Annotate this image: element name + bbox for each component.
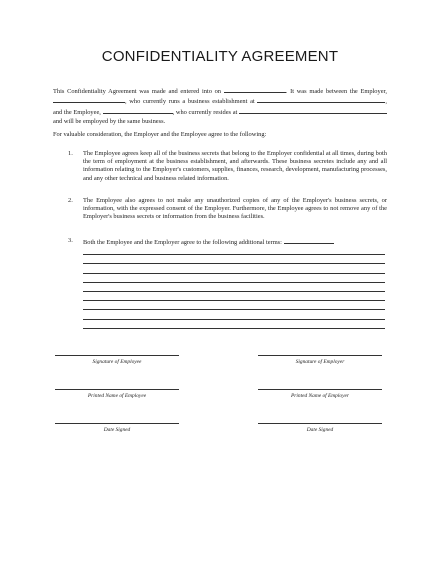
intro-text-3: , who currently runs a business establishment at: [125, 98, 255, 106]
business-address-blank: [257, 96, 385, 103]
blank-line: [83, 301, 385, 310]
signature-line: [55, 389, 179, 390]
signature-line: [258, 423, 382, 424]
intro-text-4: , and the Employee,: [53, 98, 387, 116]
signature-line: [55, 355, 179, 356]
intro-text-5: , who currently resides at: [172, 108, 238, 116]
consideration-text: For valuable consideration, the Employer and the Employee agree to the following:: [53, 131, 267, 138]
intro-text-2: . It was made between the Employer,: [285, 88, 387, 95]
employee-signature-caption: Signature of Employee: [92, 359, 142, 365]
blank-line: [83, 320, 385, 329]
intro-paragraph: [53, 86, 387, 127]
clause-number: 3.: [68, 237, 73, 244]
blank-line: [83, 255, 385, 264]
signature-line: [55, 423, 179, 424]
blank-line: [83, 310, 385, 319]
employer-printed-name-caption: Printed Name of Employer: [291, 393, 349, 399]
signature-line: [258, 355, 382, 356]
employee-date-block: [55, 423, 179, 433]
blank-line: [83, 274, 385, 283]
document-title: CONFIDENTIALITY AGREEMENT: [101, 48, 339, 65]
employee-printed-name-block: [55, 389, 179, 399]
employee-name-blank: [103, 107, 173, 114]
date-blank: [224, 86, 286, 93]
employer-date-caption: Date Signed: [306, 427, 334, 433]
clause-1: [53, 150, 387, 183]
employer-name-blank: [53, 96, 125, 103]
intro-text-6: and will be employed by the same business.: [53, 118, 166, 126]
signature-line: [258, 389, 382, 390]
blank-line: [83, 264, 385, 273]
additional-terms-lines: [83, 246, 385, 329]
clause-3-text: Both the Employee and the Employer agree to the following additional terms:: [83, 239, 282, 246]
employer-signature-caption: Signature of Employer: [295, 359, 345, 365]
employee-printed-name-caption: Printed Name of Employee: [87, 393, 147, 399]
clause-text: The Employee agrees keep all of the business secrets that belong to the Employer confidential at all times, during both the term of employment at the business establishment, and afterwards. These business secretes include any and all information relating to the Employer's customers, supplies, finances, research, development, manufacturing processes, and any other technical and business related information.: [83, 150, 387, 182]
additional-terms-blank: [284, 237, 334, 244]
employer-date-block: [258, 423, 382, 433]
employer-signature-block: [258, 355, 382, 365]
blank-line: [83, 246, 385, 255]
clause-text: The Employee also agrees to not make any unauthorized copies of any of the Employer's business secrets, or information, with the expressed consent of the Employer. Furthermore, the Employee agrees to not remove any of the Employer's business secrets or information from the business facilities.: [83, 197, 387, 221]
blank-line: [83, 283, 385, 292]
employee-signature-block: [55, 355, 179, 365]
clause-2: [53, 197, 387, 222]
employee-date-caption: Date Signed: [103, 427, 131, 433]
blank-line: [83, 292, 385, 301]
intro-text-1: This Confidentiality Agreement was made and entered into on: [53, 88, 222, 95]
clause-number: 1.: [68, 150, 73, 157]
employee-address-blank: [239, 107, 387, 114]
clause-number: 2.: [68, 197, 73, 204]
employer-printed-name-block: [258, 389, 382, 399]
